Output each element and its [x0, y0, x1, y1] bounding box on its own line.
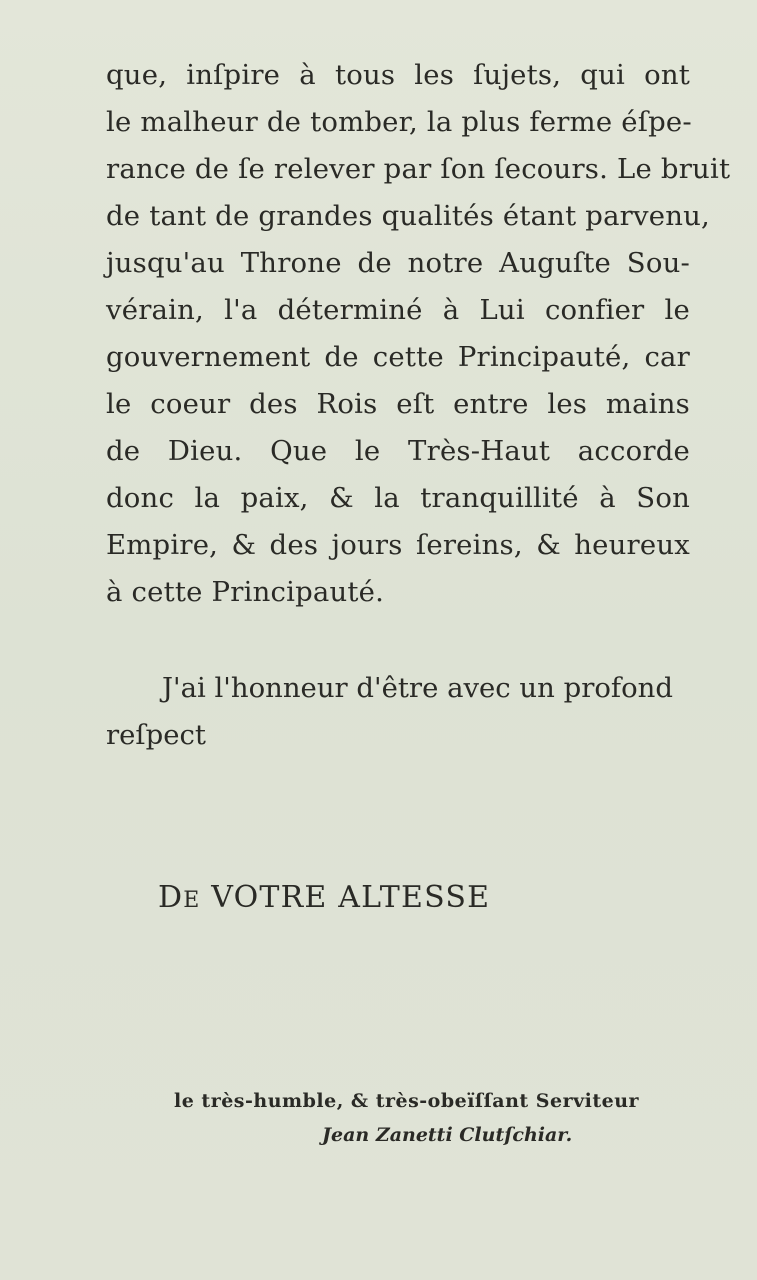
- text-line: reſpect: [106, 719, 206, 751]
- closing-line: le très-humble, & très-obeïſſant Serviteur: [174, 1090, 640, 1112]
- heading-main: VOTRE ALTESSE: [211, 880, 491, 915]
- text-line: rance de ſe relever par ſon ſecours. Le bruit: [106, 153, 731, 185]
- paragraph-main: [106, 52, 731, 616]
- text-line: vérain, l'a déterminé à Lui confier le: [106, 294, 690, 326]
- text-line: Empire, & des jours ſereins, & heureux: [106, 529, 690, 561]
- text-line: le malheur de tomber, la plus ferme éſpe-: [106, 106, 692, 138]
- text-line: que, inſpire à tous les ſujets, qui ont: [106, 59, 690, 91]
- text-line: J'ai l'honneur d'être avec un profond: [162, 672, 673, 704]
- text-line: jusqu'au Throne de notre Auguſte Sou-: [106, 247, 690, 279]
- heading-initial: D: [158, 880, 184, 915]
- text-line: le coeur des Rois eſt entre les mains: [106, 388, 690, 420]
- address-heading: [158, 880, 490, 915]
- text-line: à cette Principauté.: [106, 576, 385, 608]
- text-line: gouvernement de cette Principauté, car: [106, 341, 690, 373]
- text-line: de Dieu. Que le Très-Haut accorde: [106, 435, 690, 467]
- heading-initial-rest: E: [183, 888, 201, 913]
- signature: Jean Zanetti Clutſchiar.: [322, 1124, 573, 1146]
- text-line: donc la paix, & la tranquillité à Son: [106, 482, 690, 514]
- paragraph-respect: [106, 665, 690, 759]
- text-line: de tant de grandes qualités étant parvenu,: [106, 200, 711, 232]
